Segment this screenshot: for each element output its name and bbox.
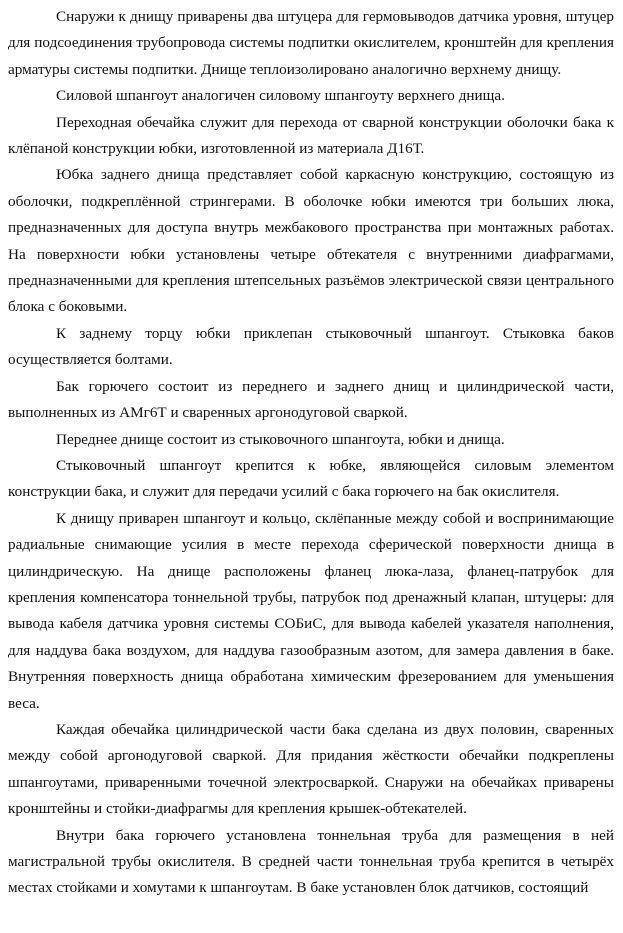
paragraph-rear-skirt: Юбка заднего днища представляет собой каркасную конструкцию, состоящую из оболочки, подкреплённой стрингерами. В оболочке юбки имеются три больших люка, предназначенных для доступа внутрь межбакового пространства при монтажных работах. На поверхности юбки установлены четыре обтекателя с внутренними диафрагмами, предназначенными для крепления штепсельных разъёмов электрической связи центрального блока с боковыми.	[8, 166, 614, 316]
paragraph-docking-frame-load: Стыковочный шпангоут крепится к юбке, являющейся силовым элементом конструкции бака, и служит для передачи усилий с бака горючего на бак окислителя.	[8, 456, 614, 501]
paragraph-docking-frame: К заднему торцу юбки приклепан стыковочный шпангоут. Стыковка баков осуществляется болтами.	[8, 324, 614, 369]
document-page	[8, 4, 614, 902]
paragraph-front-bottom: Переднее днище состоит из стыковочного шпангоута, юбки и днища.	[56, 430, 505, 448]
paragraph-cylinder-shell: Каждая обечайка цилиндрической части бака сделана из двух половин, сваренных между собой аргонодуговой сваркой. Для придания жёсткости обечайки подкреплены шпангоутами, приваренными точечной электросваркой. Снаружи на обечайках приварены кронштейны и стойки-диафрагмы для крепления крышек-обтекателей.	[8, 720, 614, 818]
paragraph-bottom-ring: К днищу приварен шпангоут и кольцо, склёпанные между собой и воспринимающие радиальные снимающие усилия в месте перехода сферической поверхности днища в цилиндрическую. На днище расположены фланец люка-лаза, фланец-патрубок для крепления компенсатора тоннельной трубы, патрубок под дренажный клапан, штуцеры: для вывода кабеля датчика уровня системы СОБиС, для вывода кабелей указателя наполнения, для наддува бака воздухом, для наддува газообразным азотом, для замера давления в баке. Внутренняя поверхность днища обработана химическим фрезерованием для уменьшения веса.	[8, 509, 614, 712]
paragraph-tunnel-pipe: Внутри бака горючего установлена тоннельная труба для размещения в ней магистральной трубы окислителя. В средней части тоннельная труба крепится в четырёх местах стойками и хомутами к шпангоутам. В баке установлен блок датчиков, состоящий	[8, 826, 614, 897]
paragraph-power-frame: Силовой шпангоут аналогичен силовому шпангоуту верхнего днища.	[56, 87, 505, 105]
paragraph-transition-shell: Переходная обечайка служит для перехода от сварной конструкции оболочки бака к клёпаной конструкции юбки, изготовленной из материала Д16Т.	[8, 113, 614, 158]
paragraph-fuel-tank: Бак горючего состоит из переднего и заднего днищ и цилиндрической части, выполненных из АМг6Т и сваренных аргонодуговой сваркой.	[8, 377, 614, 422]
paragraph-bottom-fittings: Снаружи к днищу приварены два штуцера для гермовыводов датчика уровня, штуцер для подсоединения трубопровода системы подпитки окислителем, кронштейн для крепления арматуры системы подпитки. Днище теплоизолировано аналогично верхнему днищу.	[8, 8, 614, 78]
